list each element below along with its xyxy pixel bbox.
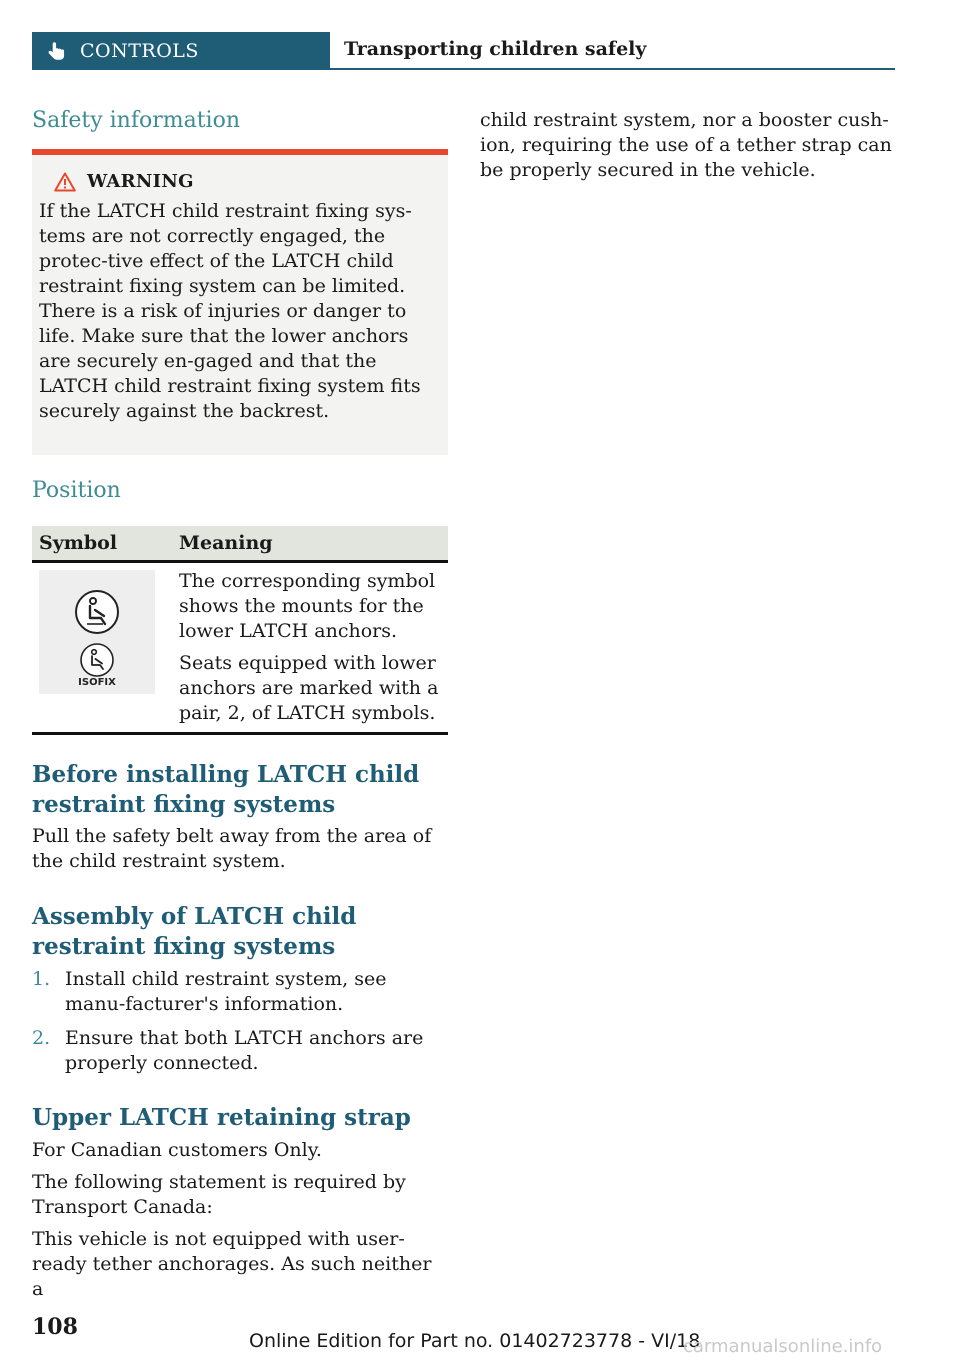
col-meaning-header: Meaning [179, 532, 273, 554]
col-symbol-header: Symbol [39, 532, 118, 554]
list-item [32, 967, 448, 1017]
upper-strap-heading: Upper LATCH retaining strap [32, 1104, 411, 1131]
isofix-seat-icon [79, 642, 115, 678]
symbol-cell [32, 563, 173, 732]
latch-symbols-image [39, 570, 155, 694]
isofix-label: ISOFIX [78, 677, 116, 688]
page-number: 108 [32, 1314, 78, 1340]
upper-p2: The following statement is required by Transport Canada: [32, 1171, 406, 1218]
before-text: Pull the safety belt away from the area of the child restraint system. [32, 825, 432, 872]
chapter-title: Transporting children safely [344, 38, 647, 60]
upper-strap-section [32, 1103, 448, 1302]
symbol-table [32, 526, 448, 735]
warning-header [54, 171, 440, 192]
meaning-text-2: Seats equipped with lower anchors are marked with a pair, 2, of LATCH symbols. [179, 652, 439, 724]
right-column [480, 108, 900, 183]
hand-pointer-icon [46, 40, 68, 62]
upper-p1: For Canadian customers Only. [32, 1139, 322, 1161]
assembly-section [32, 902, 448, 1076]
latch-seat-icon [73, 588, 121, 636]
assembly-steps [32, 967, 448, 1076]
before-heading: Before installing LATCH child restraint fixing systems [32, 761, 420, 818]
step-text: Install child restraint system, see manu-facturer's information. [65, 968, 387, 1015]
position-heading: Position [32, 478, 121, 503]
step-text: Ensure that both LATCH anchors are properly connected. [65, 1027, 424, 1074]
step-number: 2. [32, 1027, 51, 1049]
warning-triangle-icon [54, 172, 76, 192]
warning-text: If the LATCH child restraint fixing sys-tems are not correctly engaged, the protec-tive effect of the LATCH child restraint fixing system can be limited. There is a risk of injuries or danger to life. Make sure that the lower anchors are securely en-gaged and that the LATCH child restraint fixing system fits securely against the backrest. [39, 200, 421, 422]
page-header [32, 32, 895, 70]
meaning-cell [173, 563, 448, 732]
assembly-heading: Assembly of LATCH child restraint fixing systems [32, 903, 357, 960]
upper-p3: This vehicle is not equipped with user-ready tether anchorages. As such neither a [32, 1228, 432, 1300]
list-item [32, 1026, 448, 1076]
warning-box [32, 149, 448, 455]
warning-label: WARNING [87, 171, 194, 192]
table-header-row [32, 526, 448, 563]
watermark: carmanualsonline.info [683, 1336, 883, 1357]
table-row [32, 563, 448, 735]
before-section [32, 760, 448, 874]
section-tab [32, 32, 330, 70]
meaning-text-1: The corresponding symbol shows the mounts for the lower LATCH anchors. [179, 570, 436, 642]
step-number: 1. [32, 968, 51, 990]
upper-p4: child restraint system, nor a booster cush-ion, requiring the use of a tether strap can be properly secured in the vehicle. [480, 109, 892, 181]
section-label: CONTROLS [80, 40, 199, 62]
edition-note: Online Edition for Part no. 01402723778 - VI/18 [249, 1330, 701, 1352]
header-rule [330, 68, 895, 70]
safety-heading: Safety information [32, 108, 240, 133]
